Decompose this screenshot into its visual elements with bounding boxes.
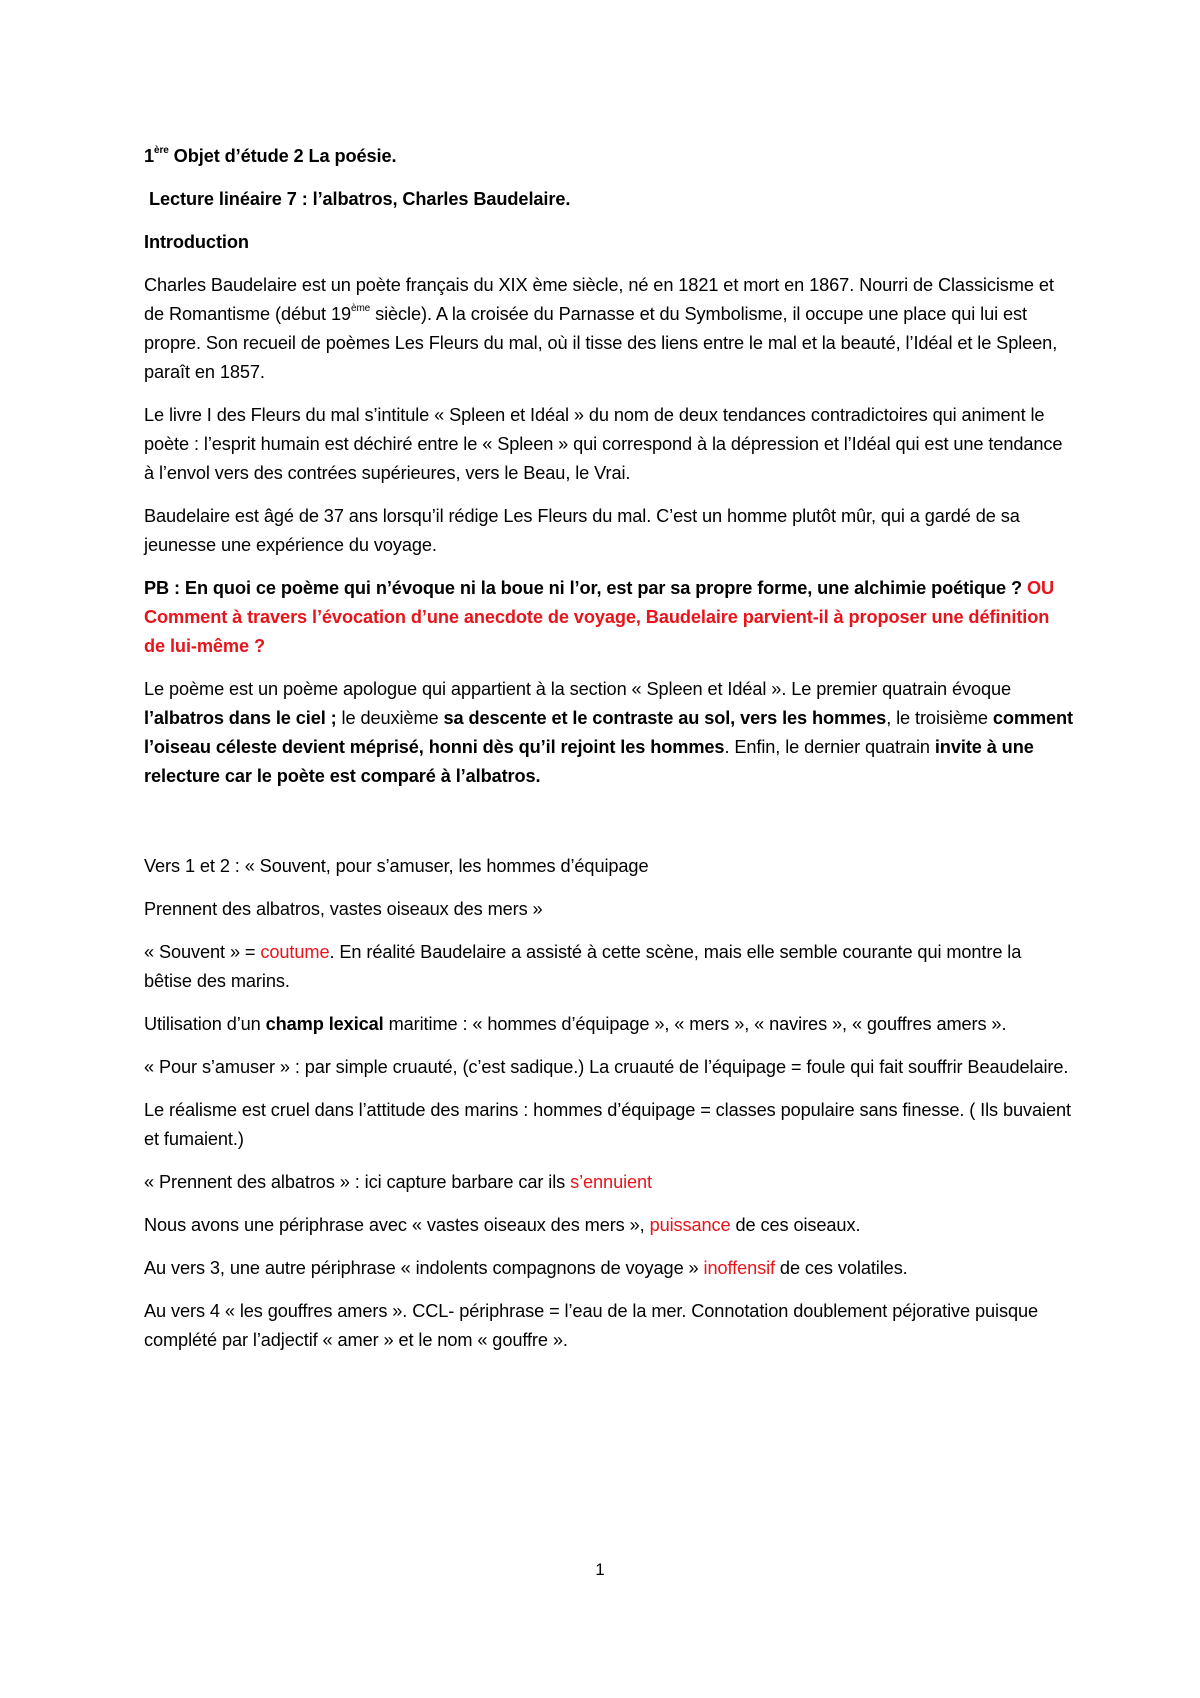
- document-body: [144, 142, 1074, 1369]
- analysis-gouffres: Au vers 4 « les gouffres amers ». CCL- périphrase = l’eau de la mer. Connotation doublement péjorative puisque complété par l’adjectif « amer » et le nom « gouffre ».: [144, 1301, 1039, 1350]
- intro-paragraph-3: Baudelaire est âgé de 37 ans lorsqu’il rédige Les Fleurs du mal. C’est un homme plutôt mûr, qui a gardé de sa jeunesse une expérience du voyage.: [144, 506, 1020, 555]
- course-heading: 1ère Objet d’étude 2 La poésie.: [144, 144, 397, 166]
- plan-paragraph: Le poème est un poème apologue qui appartient à la section « Spleen et Idéal ». Le premier quatrain évoque l’albatros dans le ciel ; le deuxième sa descente et le contraste au sol, vers les hommes, le troisième comment l’oiseau céleste devient méprisé, honni dès qu’il rejoint les hommes. Enfin, le dernier quatrain invite à une relecture car le poète est comparé à l’albatros.: [144, 679, 1074, 786]
- lecture-title: Lecture linéaire 7 : l’albatros, Charles Baudelaire.: [144, 189, 571, 209]
- verse-quote-line-1: Vers 1 et 2 : « Souvent, pour s’amuser, les hommes d’équipage: [144, 856, 649, 876]
- analysis-souvent: « Souvent » = coutume. En réalité Baudelaire a assisté à cette scène, mais elle semble courante qui montre la bêtise des marins.: [144, 942, 1022, 991]
- blank-line: [144, 805, 1074, 852]
- analysis-champ-lexical: Utilisation d’un champ lexical maritime : « hommes d’équipage », « mers », « navires », « gouffres amers ».: [144, 1014, 1007, 1034]
- analysis-prennent: « Prennent des albatros » : ici capture barbare car ils s’ennuient: [144, 1172, 653, 1192]
- verse-quote-line-2: Prennent des albatros, vastes oiseaux des mers »: [144, 899, 543, 919]
- analysis-realisme: Le réalisme est cruel dans l’attitude des marins : hommes d’équipage = classes populaire sans finesse. ( Ils buvaient et fumaient.): [144, 1100, 1071, 1149]
- intro-paragraph-1: Charles Baudelaire est un poète français du XIX ème siècle, né en 1821 et mort en 1867. Nourri de Classicisme et de Romantisme (début 19ème siècle). A la croisée du Parnasse et du Symbolisme, il occupe une place qui lui est propre. Son recueil de poèmes Les Fleurs du mal, où il tisse des liens entre le mal et la beauté, l’Idéal et le Spleen, paraît en 1857.: [144, 275, 1058, 382]
- analysis-periphrase-1: Nous avons une périphrase avec « vastes oiseaux des mers », puissance de ces oiseaux.: [144, 1215, 861, 1235]
- analysis-periphrase-2: Au vers 3, une autre périphrase « indolents compagnons de voyage » inoffensif de ces volatiles.: [144, 1258, 908, 1278]
- intro-paragraph-2: Le livre I des Fleurs du mal s’intitule « Spleen et Idéal » du nom de deux tendances contradictoires qui animent le poète : l’esprit humain est déchiré entre le « Spleen » qui correspond à la dépression et l’Idéal qui est une tendance à l’envol vers des contrées supérieures, vers le Beau, le Vrai.: [144, 405, 1063, 483]
- analysis-pour-samuser: « Pour s’amuser » : par simple cruauté, (c’est sadique.) La cruauté de l’équipage = foule qui fait souffrir Beaudelaire.: [144, 1057, 1069, 1077]
- introduction-heading: Introduction: [144, 232, 249, 252]
- page-number: 1: [595, 1560, 605, 1579]
- problematic-paragraph: PB : En quoi ce poème qui n’évoque ni la boue ni l’or, est par sa propre forme, une alchimie poétique ? OU Comment à travers l’évocation d’une anecdote de voyage, Baudelaire parvient-il à proposer une définition de lui-même ?: [144, 578, 1064, 656]
